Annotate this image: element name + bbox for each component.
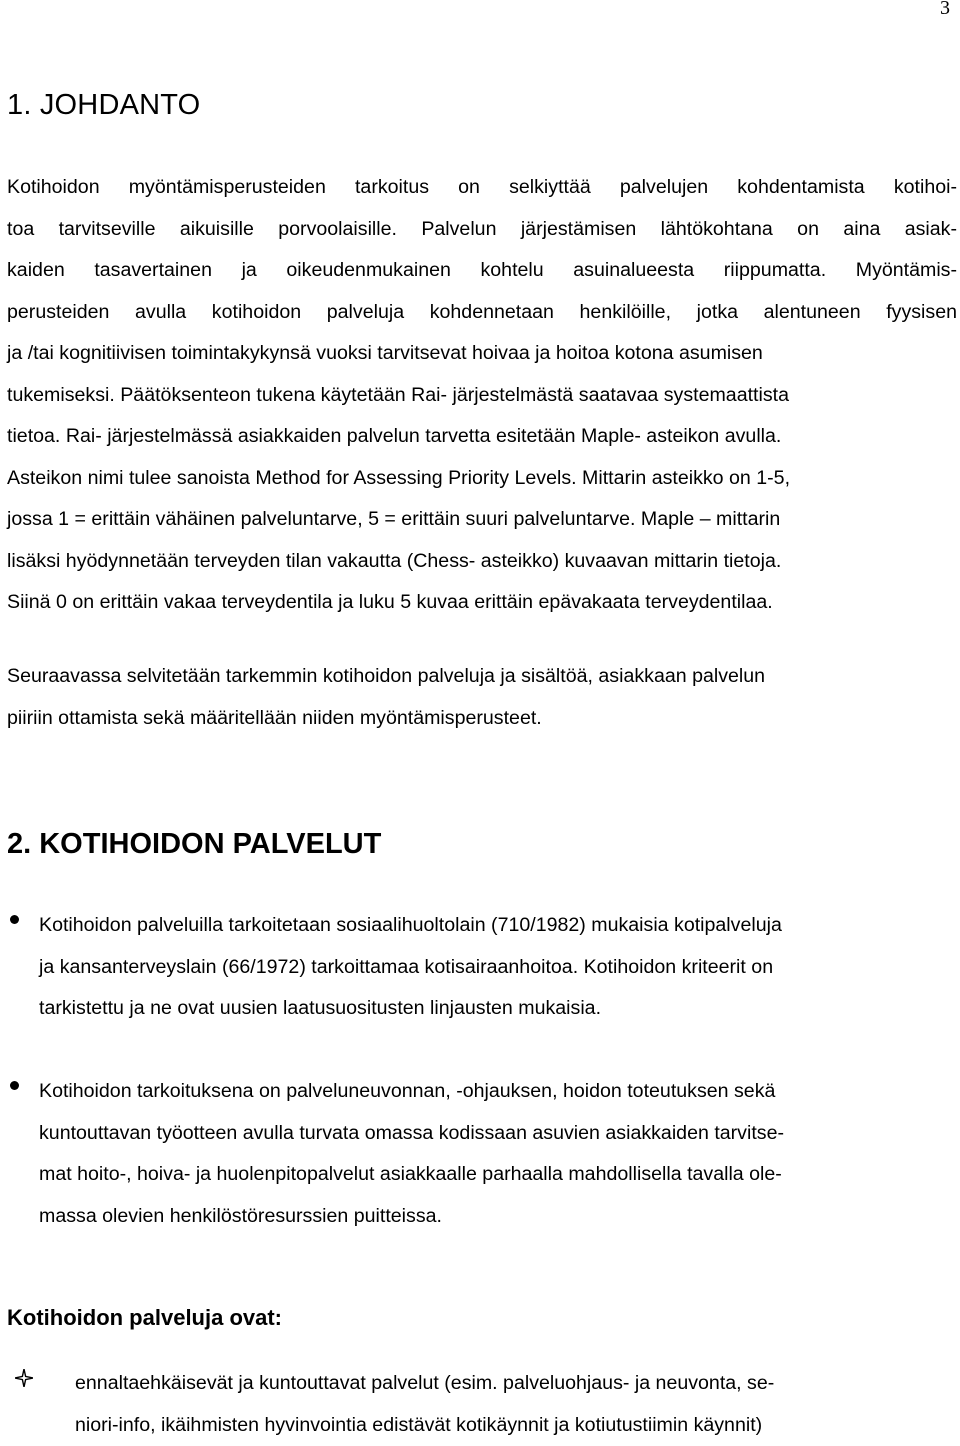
- text-line: Seuraavassa selvitetään tarkemmin kotihoidon palveluja ja sisältöä, asiakkaan palvelun: [7, 656, 957, 698]
- services-subheading: Kotihoidon palveluja ovat:: [7, 1305, 282, 1331]
- text-line: kaiden tasavertainen ja oikeudenmukainen kohtelu asuinalueesta riippumatta. Myöntämis-: [7, 250, 957, 292]
- text-line: massa olevien henkilöstöresurssien puitteissa.: [39, 1196, 939, 1238]
- text-line: lisäksi hyödynnetään terveyden tilan vakautta (Chess- asteikko) kuvaavan mittarin tietoja.: [7, 541, 957, 583]
- diamond-bullet-icon: [15, 1369, 33, 1387]
- text-line: niori-info, ikäihmisten hyvinvointia edistävät kotikäynnit ja kotiutustiimin käynnit): [75, 1405, 955, 1446]
- text-line: perusteiden avulla kotihoidon palveluja kohdennetaan henkilöille, jotka alentuneen fyysisen: [7, 292, 957, 334]
- text-line: Asteikon nimi tulee sanoista Method for Assessing Priority Levels. Mittarin asteikko on 1-5,: [7, 458, 957, 500]
- text-line: Kotihoidon palveluilla tarkoitetaan sosiaalihuoltolain (710/1982) mukaisia kotipalveluja: [39, 905, 939, 947]
- text-line: jossa 1 = erittäin vähäinen palveluntarve, 5 = erittäin suuri palveluntarve. Maple – mittarin: [7, 499, 957, 541]
- intro-paragraph: [7, 167, 957, 624]
- text-line: toa tarvitseville aikuisille porvoolaisille. Palvelun järjestämisen lähtökohtana on aina asiak-: [7, 209, 957, 251]
- section-heading-kotihoidon-palvelut: 2. KOTIHOIDON PALVELUT: [7, 828, 381, 861]
- text-line: mat hoito-, hoiva- ja huolenpitopalvelut asiakkaalle parhaalla mahdollisella tavalla ole-: [39, 1154, 939, 1196]
- section-heading-johdanto: 1. JOHDANTO: [7, 89, 200, 122]
- text-line: Siinä 0 on erittäin vakaa terveydentila ja luku 5 kuvaa erittäin epävakaata terveydentilaa.: [7, 582, 957, 624]
- text-line: Kotihoidon myöntämisperusteiden tarkoitus on selkiyttää palvelujen kohdentamista kotihoi-: [7, 167, 957, 209]
- text-line: Kotihoidon tarkoituksena on palveluneuvonnan, -ohjauksen, hoidon toteutuksen sekä: [39, 1071, 939, 1113]
- bullet-text: [39, 905, 939, 1030]
- bullet-icon: [10, 915, 19, 924]
- text-line: ja kansanterveyslain (66/1972) tarkoittamaa kotisairaanhoitoa. Kotihoidon kriteerit on: [39, 947, 939, 989]
- bullet-text: [39, 1071, 939, 1237]
- text-line: ja /tai kognitiivisen toimintakykynsä vuoksi tarvitsevat hoivaa ja hoitoa kotona asumisen: [7, 333, 957, 375]
- text-line: tietoa. Rai- järjestelmässä asiakkaiden palvelun tarvetta esitetään Maple- asteikon avulla.: [7, 416, 957, 458]
- bullet-icon: [10, 1081, 19, 1090]
- text-line: tukemiseksi. Päätöksenteon tukena käytetään Rai- järjestelmästä saatavaa systemaattista: [7, 375, 957, 417]
- page-number: 3: [940, 0, 950, 20]
- text-line: tarkistettu ja ne ovat uusien laatusuositusten linjausten mukaisia.: [39, 988, 939, 1030]
- text-line: piiriin ottamista sekä määritellään niiden myöntämisperusteet.: [7, 698, 957, 740]
- summary-paragraph: [7, 656, 957, 739]
- service-text: [75, 1363, 955, 1446]
- text-line: ennaltaehkäisevät ja kuntouttavat palvelut (esim. palveluohjaus- ja neuvonta, se-: [75, 1363, 955, 1405]
- text-line: kuntouttavan työotteen avulla turvata omassa kodissaan asuvien asiakkaiden tarvitse-: [39, 1113, 939, 1155]
